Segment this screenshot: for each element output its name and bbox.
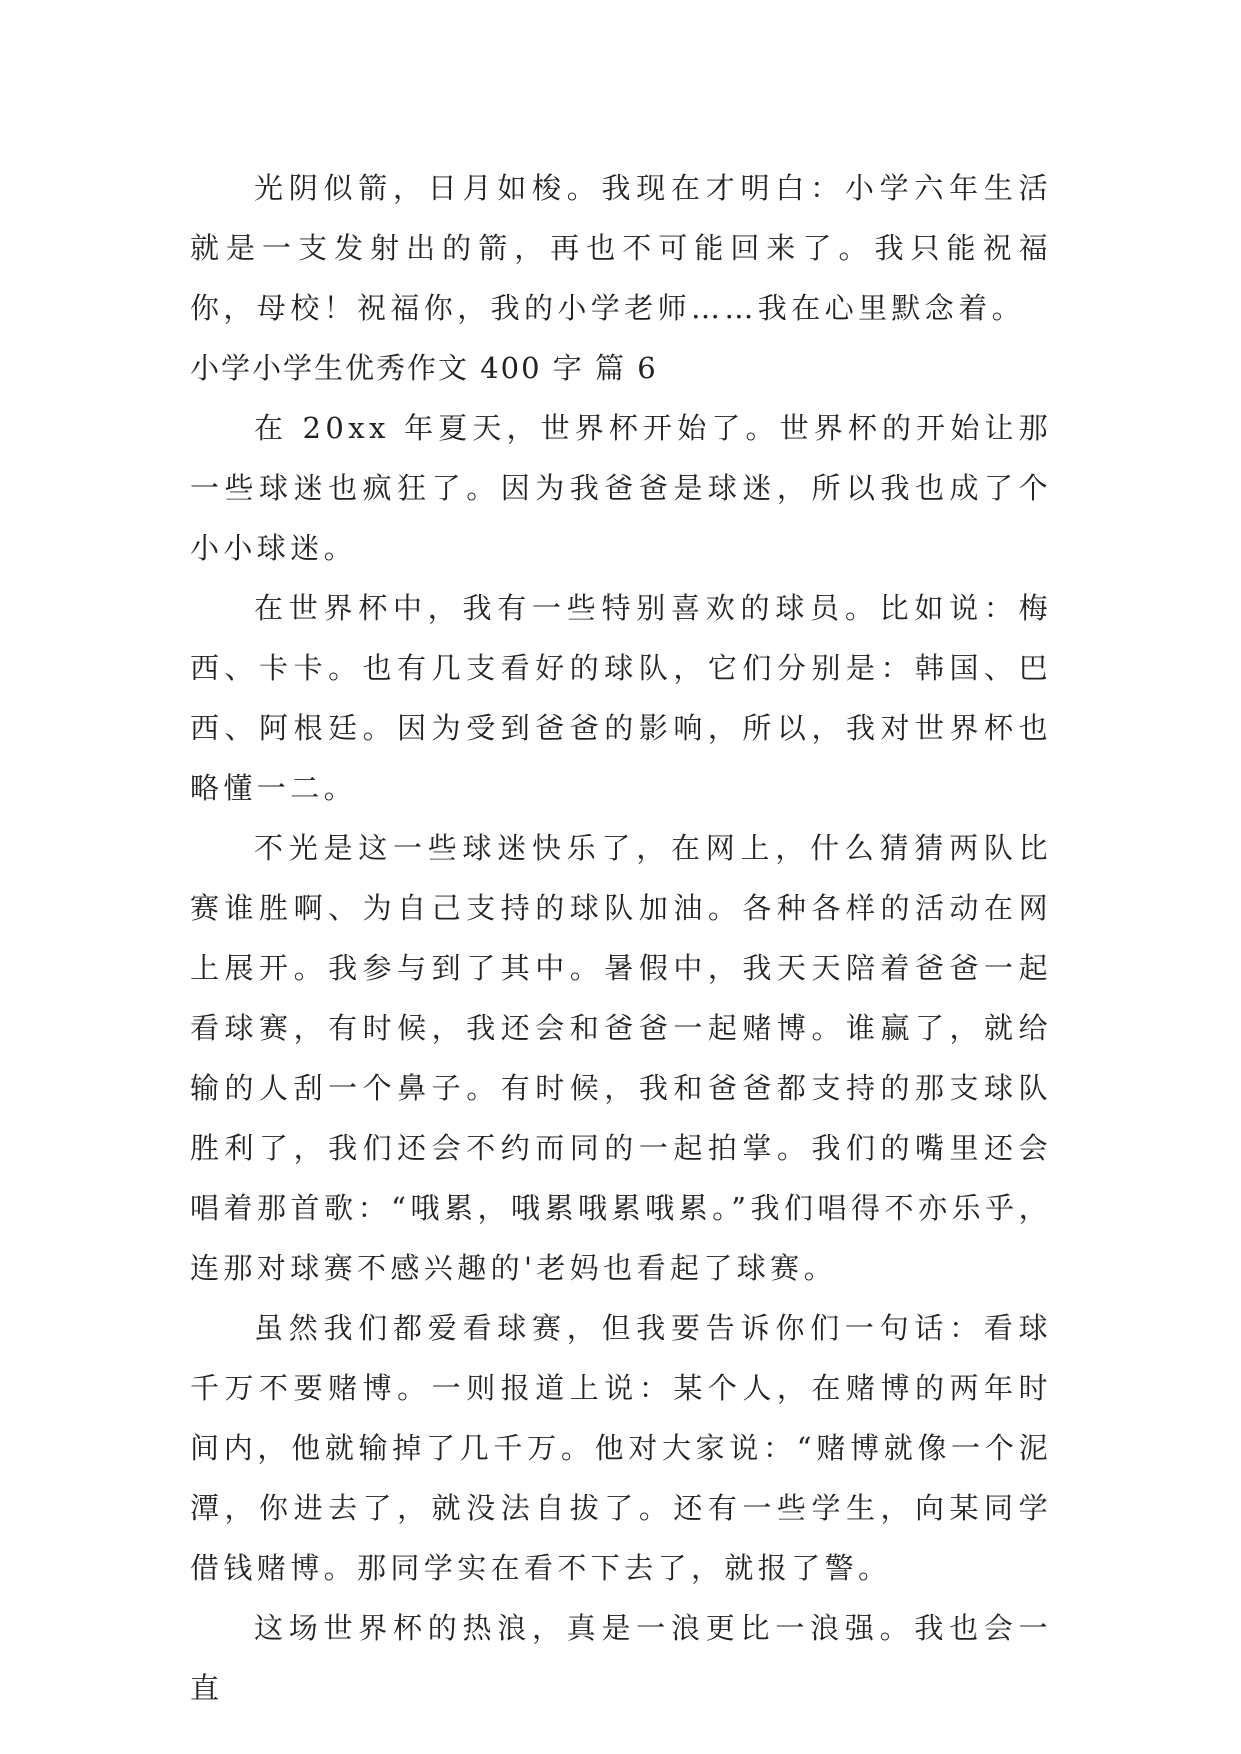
paragraph-closing-farewell: 光阴似箭，日月如梭。我现在才明白：小学六年生活就是一支发射出的箭，再也不可能回来了。我只能祝福你，母校！祝福你，我的小学老师……我在心里默念着。 bbox=[190, 171, 1052, 325]
paragraph-gambling-warning: 虽然我们都爱看球赛，但我要告诉你们一句话：看球千万不要赌博。一则报道上说：某个人，在赌博的两年时间内，他就输掉了几千万。他对大家说：“赌博就像一个泥潭，你进去了，就没法自拔了。还有一些学生，向某同学借钱赌博。那同学实在看不下去了，就报了警。 bbox=[190, 1311, 1052, 1585]
paragraph-world-cup-start: 在 20xx 年夏天，世界杯开始了。世界杯的开始让那一些球迷也疯狂了。因为我爸爸是球迷，所以我也成了个小小球迷。 bbox=[190, 411, 1052, 565]
paragraph-heatwave: 这场世界杯的热浪，真是一浪更比一浪强。我也会一直 bbox=[190, 1611, 1052, 1705]
paragraph-online-fun: 不光是这一些球迷快乐了，在网上，什么猜猜两队比赛谁胜啊、为自己支持的球队加油。各种各样的活动在网上展开。我参与到了其中。暑假中，我天天陪着爸爸一起看球赛，有时候，我还会和爸爸一起赌博。谁赢了，就给输的人刮一个鼻子。有时候，我和爸爸都支持的那支球队胜利了，我们还会不约而同的一起拍掌。我们的嘴里还会唱着那首歌：“哦累，哦累哦累哦累。”我们唱得不亦乐乎，连那对球赛不感兴趣的'老妈也看起了球赛。 bbox=[190, 831, 1052, 1285]
paragraph-favorite-players: 在世界杯中，我有一些特别喜欢的球员。比如说：梅西、卡卡。也有几支看好的球队，它们分别是：韩国、巴西、阿根廷。因为受到爸爸的影响，所以，我对世界杯也略懂一二。 bbox=[190, 591, 1052, 805]
essay-heading: 小学小学生优秀作文 400 字 篇 6 bbox=[190, 351, 658, 385]
document-body bbox=[190, 158, 1052, 1718]
